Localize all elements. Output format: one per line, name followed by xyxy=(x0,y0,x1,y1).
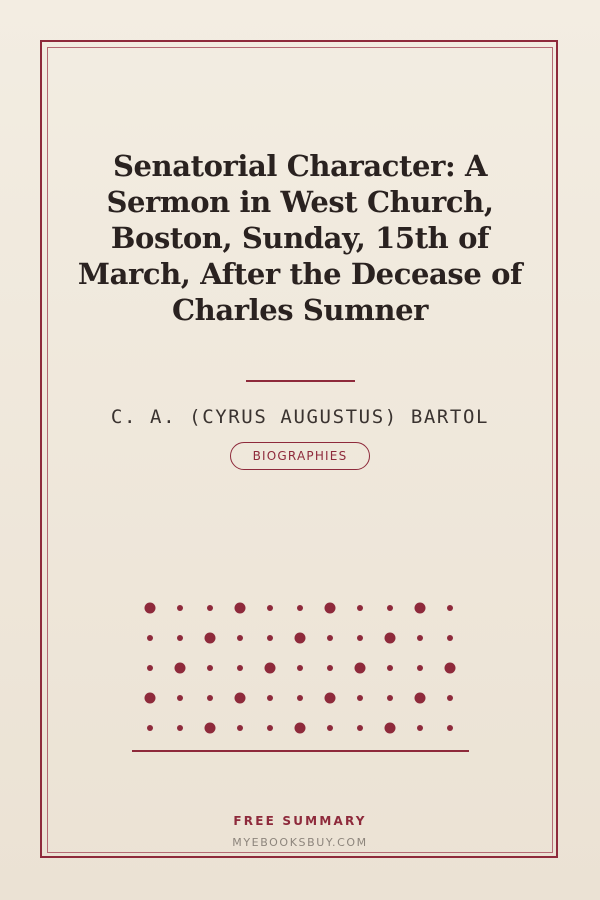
free-summary-label: FREE SUMMARY xyxy=(233,814,367,828)
book-author: C. A. (CYRUS AUGUSTUS) BARTOL xyxy=(110,406,490,428)
title-divider xyxy=(246,380,355,382)
category-badge: BIOGRAPHIES xyxy=(230,442,370,470)
book-title: Senatorial Character: A Sermon in West Church, Boston, Sunday, 15th of March, After the Decease of Charles Sumner xyxy=(77,149,523,327)
website-label: MYEBOOKSBUY.COM xyxy=(232,836,368,849)
pattern-divider xyxy=(132,750,469,752)
